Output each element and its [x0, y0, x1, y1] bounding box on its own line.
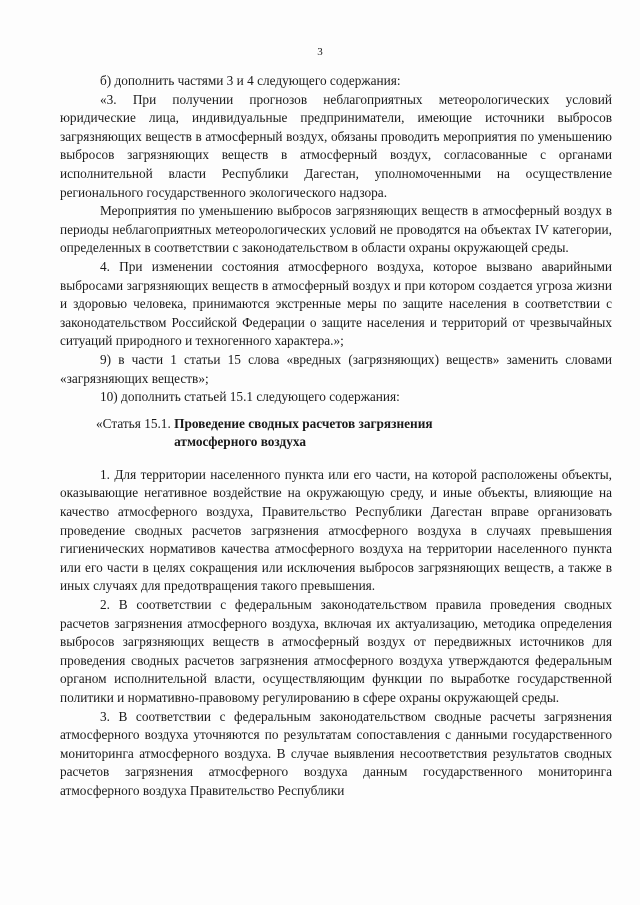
paragraph: б) дополнить частями 3 и 4 следующего содержания:: [100, 73, 401, 88]
article-number: «Статья 15.1.: [96, 415, 175, 431]
paragraph: «3. При получении прогнозов неблагоприятных метеорологических условий юридические лица, индивидуальные предприниматели, имеющие источники выбросов загрязняющих веществ в атмосферный воздух, обязаны проводить мероприятия по уменьшению выбросов загрязняющих веществ в атмосферный воздух, согласованные с органами исполнительной власти Республики Дагестан, уполномоченными на осуществление регионального государственного экологического надзора.: [60, 91, 612, 200]
paragraph: 10) дополнить статьей 15.1 следующего содержания:: [100, 389, 400, 405]
document-body: [60, 72, 612, 801]
article-title: Проведение сводных расчетов загрязнения атмосферного воздуха: [174, 415, 433, 450]
paragraph: 2. В соответствии с федеральным законодательством правила проведения сводных расчетов загрязнения атмосферного воздуха, включая их актуализацию, методика определения выбросов загрязняющих веществ в атмосферный воздух от передвижных источников для проведения сводных расчетов загрязнения атмосферного воздуха утверждаются федеральным органом исполнительной власти, осуществляющим функции по выработке государственной политики и нормативно-правовому регулированию в сфере охраны окружающей среды.: [60, 597, 612, 705]
paragraph: 4. При изменении состояния атмосферного воздуха, которое вызвано аварийными выбросами загрязняющих веществ в атмосферный воздух и при котором создается угроза жизни и здоровью человека, принимаются экстренные меры по защите населения в соответствии с законодательством Российской Федерации о защите населения и территорий от чрезвычайных ситуаций природного и техногенного характера.»;: [60, 258, 612, 349]
paragraph: 1. Для территории населенного пункта или его части, на которой расположены объекты, оказывающие негативное воздействие на окружающую среду, и иные объекты, влияющие на качество атмосферного воздуха, Правительство Республики Дагестан вправе организовать проведение сводных расчетов загрязнения атмосферного воздуха в случаях превышения гигиенических нормативов качества атмосферного воздуха на территории населенного пункта или его части в целях сокращения или исключения выбросов загрязняющих веществ, а также в иных случаях для предотвращения такого превышения.: [60, 466, 612, 594]
paragraph: Мероприятия по уменьшению выбросов загрязняющих веществ в атмосферный воздух в периоды неблагоприятных метеорологических условий не проводятся на объектах IV категории, определенных в соответствии с законодательством в области охраны окружающей среды.: [60, 203, 612, 256]
paragraph: 9) в части 1 статьи 15 слова «вредных (загрязняющих) веществ» заменить словами «загрязняющих веществ»;: [60, 351, 612, 386]
paragraph: 3. В соответствии с федеральным законодательством сводные расчеты загрязнения атмосферного воздуха уточняются по результатам сопоставления с данными государственного мониторинга атмосферного воздуха. В случае выявления несоответствия результатов сводных расчетов загрязнения атмосферного воздуха данным государственного мониторинга атмосферного воздуха Правительство Республики: [60, 708, 612, 798]
page-number: 3: [317, 46, 323, 58]
article-heading: [60, 415, 612, 452]
